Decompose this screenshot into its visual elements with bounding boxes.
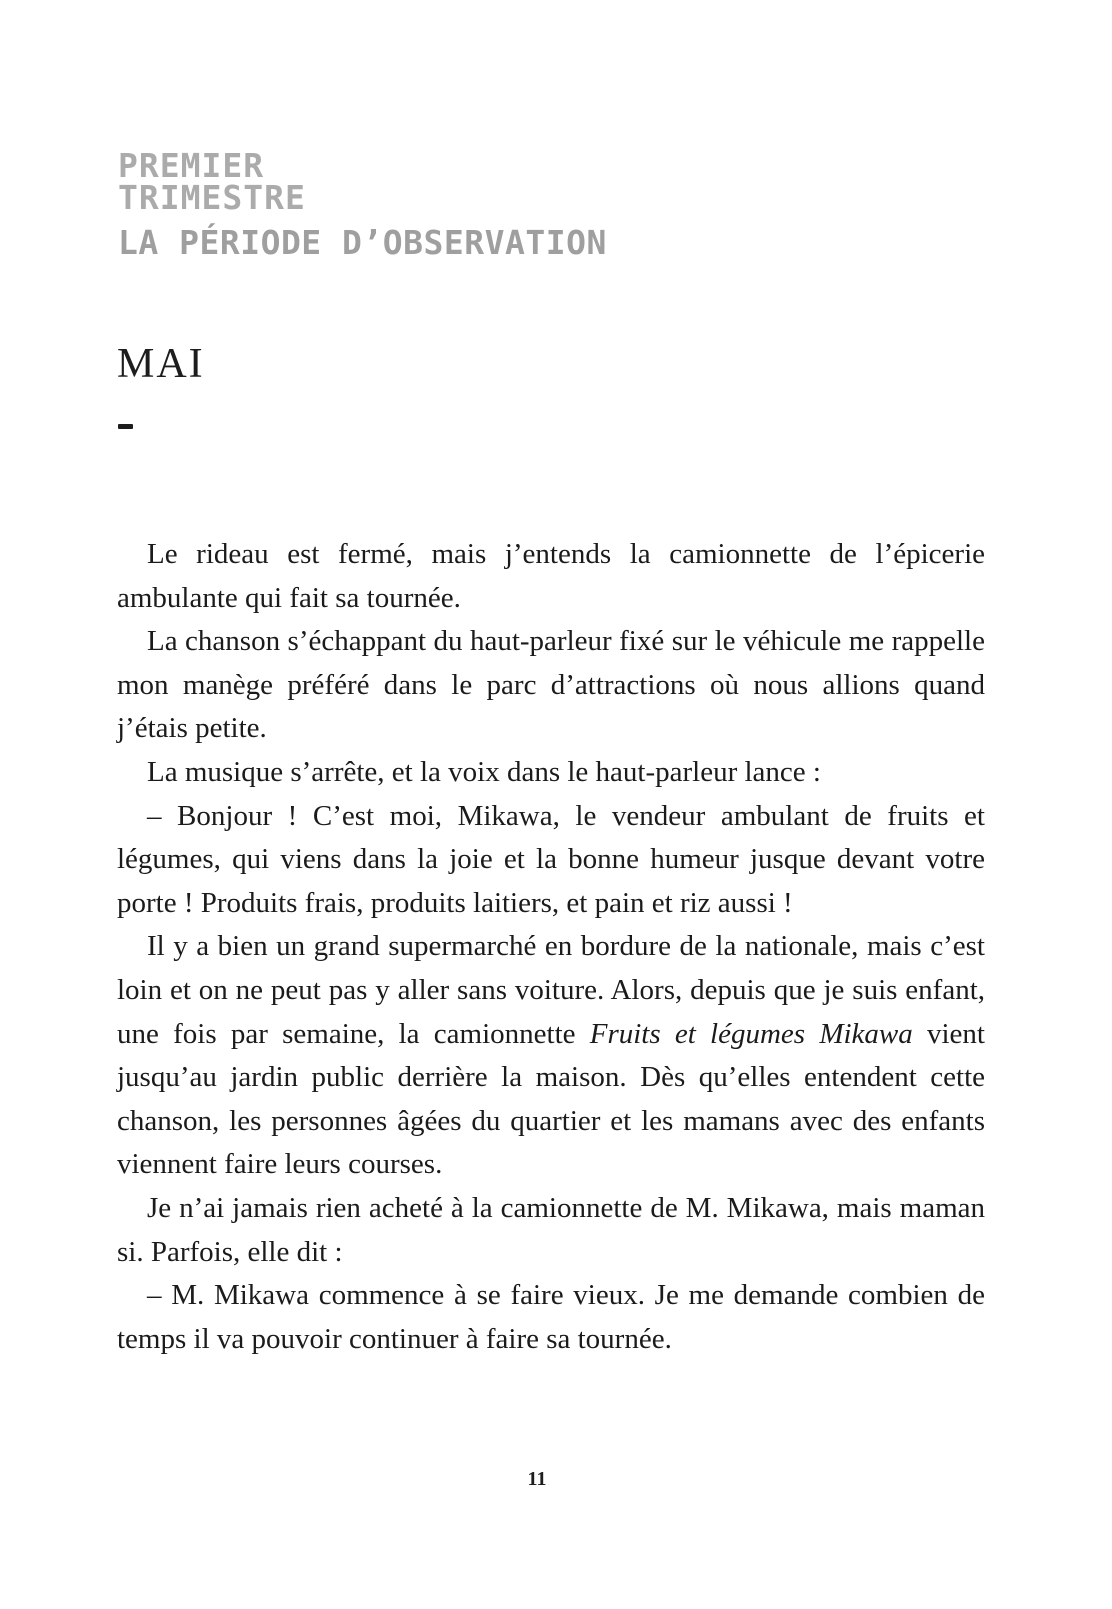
chapter-title-dash: [118, 424, 133, 429]
paragraph: [117, 925, 985, 1187]
chapter-title: MAI: [117, 341, 205, 387]
part-heading: [118, 146, 607, 262]
paragraph: Je n’ai jamais rien acheté à la camionnette de M. Mikawa, mais maman si. Parfois, elle dit :: [117, 1191, 985, 1268]
paragraph: Le rideau est fermé, mais j’entends la camionnette de l’épicerie ambulante qui fait sa tournée.: [117, 538, 985, 614]
paragraph-text: vient jusqu’au jardin public derrière la maison. Dès qu’elles entendent cette chanson, les personnes âgées du quartier et les mamans avec des enfants viennent faire leurs courses.: [117, 1017, 985, 1181]
part-subtitle: LA PÉRIODE D’OBSERVATION: [118, 223, 607, 262]
paragraph: La musique s’arrête, et la voix dans le haut-parleur lance :: [147, 755, 821, 788]
page-number: 11: [527, 1468, 547, 1490]
part-title-line-1: PREMIER: [118, 146, 265, 185]
paragraph: – Bonjour ! C’est moi, Mikawa, le vendeur ambulant de fruits et légumes, qui viens dans la joie et la bonne humeur jusque devant votre porte ! Produits frais, produits laitiers, et pain et riz aussi !: [117, 799, 985, 919]
paragraph: – M. Mikawa commence à se faire vieux. Je me demande combien de temps il va pouvoir continuer à faire sa tournée.: [117, 1279, 985, 1355]
paragraph: La chanson s’échappant du haut-parleur fixé sur le véhicule me rappelle mon manège préféré dans le parc d’attractions où nous allions quand j’étais petite.: [117, 625, 985, 745]
part-title-line-2: TRIMESTRE: [118, 178, 306, 217]
body-text: [117, 533, 985, 1361]
italic-title: Fruits et légumes Mikawa: [589, 1017, 913, 1050]
paragraph-text: Il y a bien un grand supermarché en bordure de la nationale, mais c’est loin et on ne peut pas y aller sans voiture. Alors, depuis que je suis enfant, une fois par semaine, la camionnette: [117, 930, 985, 1050]
